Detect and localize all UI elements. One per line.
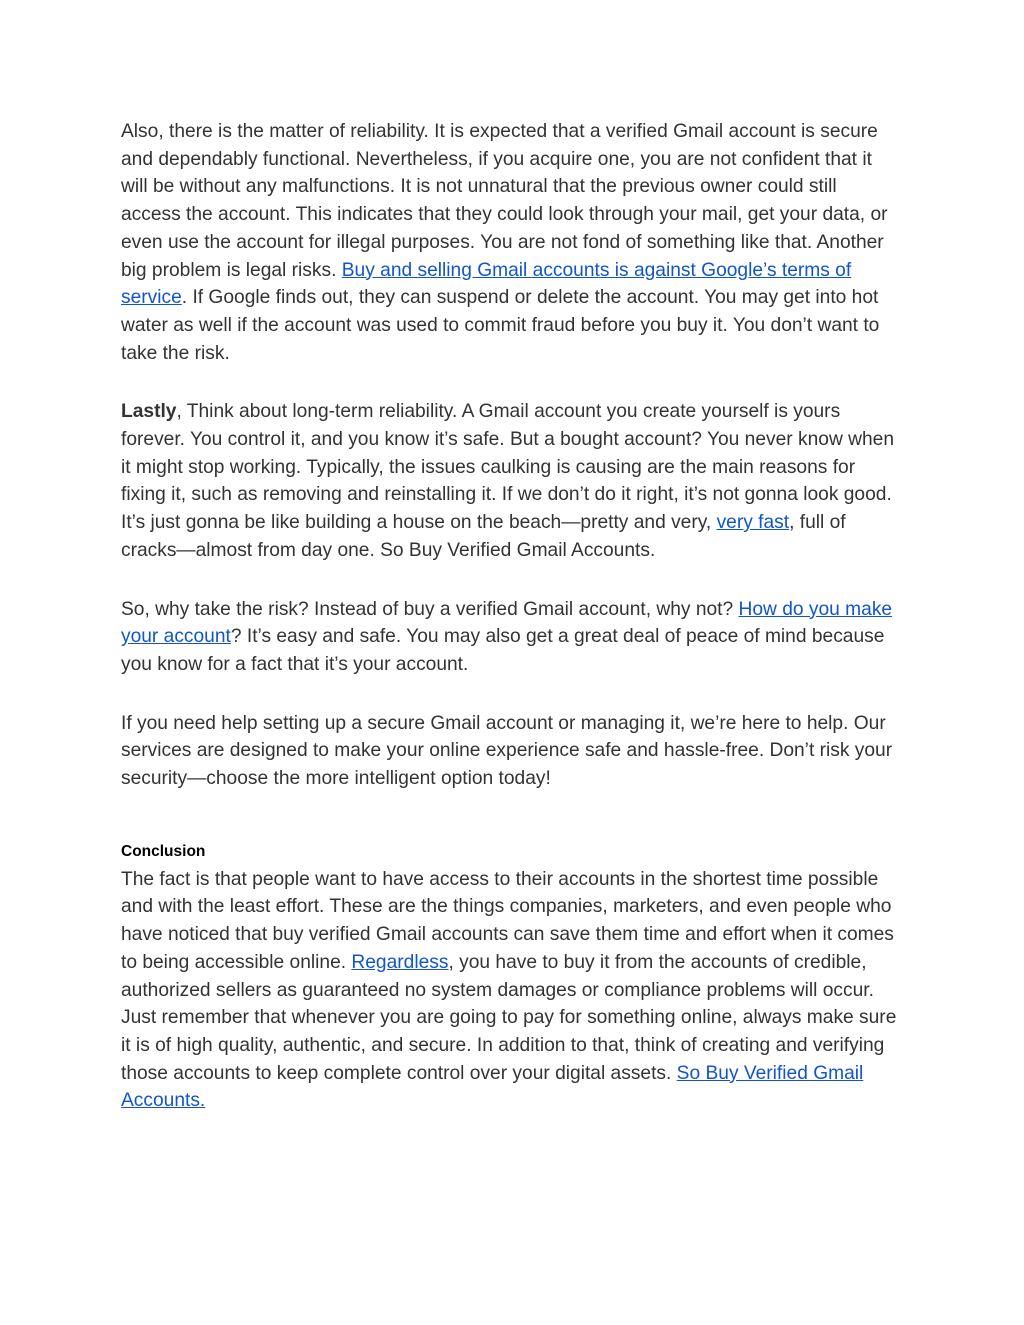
paragraph-why-risk: [121, 596, 901, 679]
make-account-link[interactable]: How do you make your account: [121, 598, 893, 648]
conclusion-heading: Conclusion: [121, 842, 206, 860]
paragraph-text: ? It’s easy and safe. You may also get a great deal of peace of mind because you know for a fact that it’s your account.: [121, 626, 885, 675]
paragraph-text: , Think about long-term reliability. A Gmail account you create yourself is yours forever. You control it, and you know it’s safe. But a bought account? You never know when it might stop working. Typically, the issues caulking is causing are the main reasons for fixing it, such as removing and reinstalling it. If we don’t do it right, it’s not gonna look good. It’s just gonna be like building a house on the beach—pretty and very,: [121, 401, 894, 534]
paragraph-reliability: [121, 118, 901, 367]
paragraph-help: [121, 710, 901, 793]
paragraph-text: Also, there is the matter of reliability. It is expected that a verified Gmail account is secure and dependably functional. Nevertheless, if you acquire one, you are not confident that it will be without any malfunctions. It is not unnatural that the previous owner could still access the account. This indicates that they could look through your mail, get your data, or even use the account for illegal purposes. You are not fond of something like that. Another big problem is legal risks.: [121, 121, 888, 281]
paragraph-lastly: [121, 398, 901, 564]
paragraph-text: , you have to buy it from the accounts of credible, authorized sellers as guaranteed no system damages or compliance problems will occur. Just remember that whenever you are going to pay for something online, always make sure it is of high quality, authentic, and secure. In addition to that, think of creating and verifying those accounts to keep complete control over your digital assets.: [121, 951, 897, 1084]
regardless-link[interactable]: Regardless: [351, 951, 449, 973]
terms-of-service-link[interactable]: Buy and selling Gmail accounts is against Google’s terms of service: [121, 259, 852, 309]
paragraph-conclusion: [121, 866, 901, 1115]
document-page: [121, 118, 901, 1146]
paragraph-text: , full of cracks—almost from day one. So Buy Verified Gmail Accounts.: [121, 512, 846, 561]
paragraph-text: The fact is that people want to have access to their accounts in the shortest time possible and with the least effort. These are the things companies, marketers, and even people who have noticed that buy verified Gmail accounts can save them time and effort when it comes to being accessible online.: [121, 868, 894, 973]
paragraph-text: So, why take the risk? Instead of buy a verified Gmail account, why not?: [121, 598, 739, 620]
buy-verified-gmail-link[interactable]: So Buy Verified Gmail Accounts.: [121, 1062, 864, 1112]
paragraph-text: . If Google finds out, they can suspend or delete the account. You may get into hot water as well if the account was used to commit fraud before you buy it. You don’t want to take the risk.: [121, 287, 880, 364]
very-fast-link[interactable]: very fast: [716, 512, 790, 534]
bold-lead: Lastly: [121, 401, 177, 423]
paragraph-text: If you need help setting up a secure Gmail account or managing it, we’re here to help. Our services are designed to make your online experience safe and hassle-free. Don’t risk your security—choose the more intelligent option today!: [121, 712, 893, 790]
